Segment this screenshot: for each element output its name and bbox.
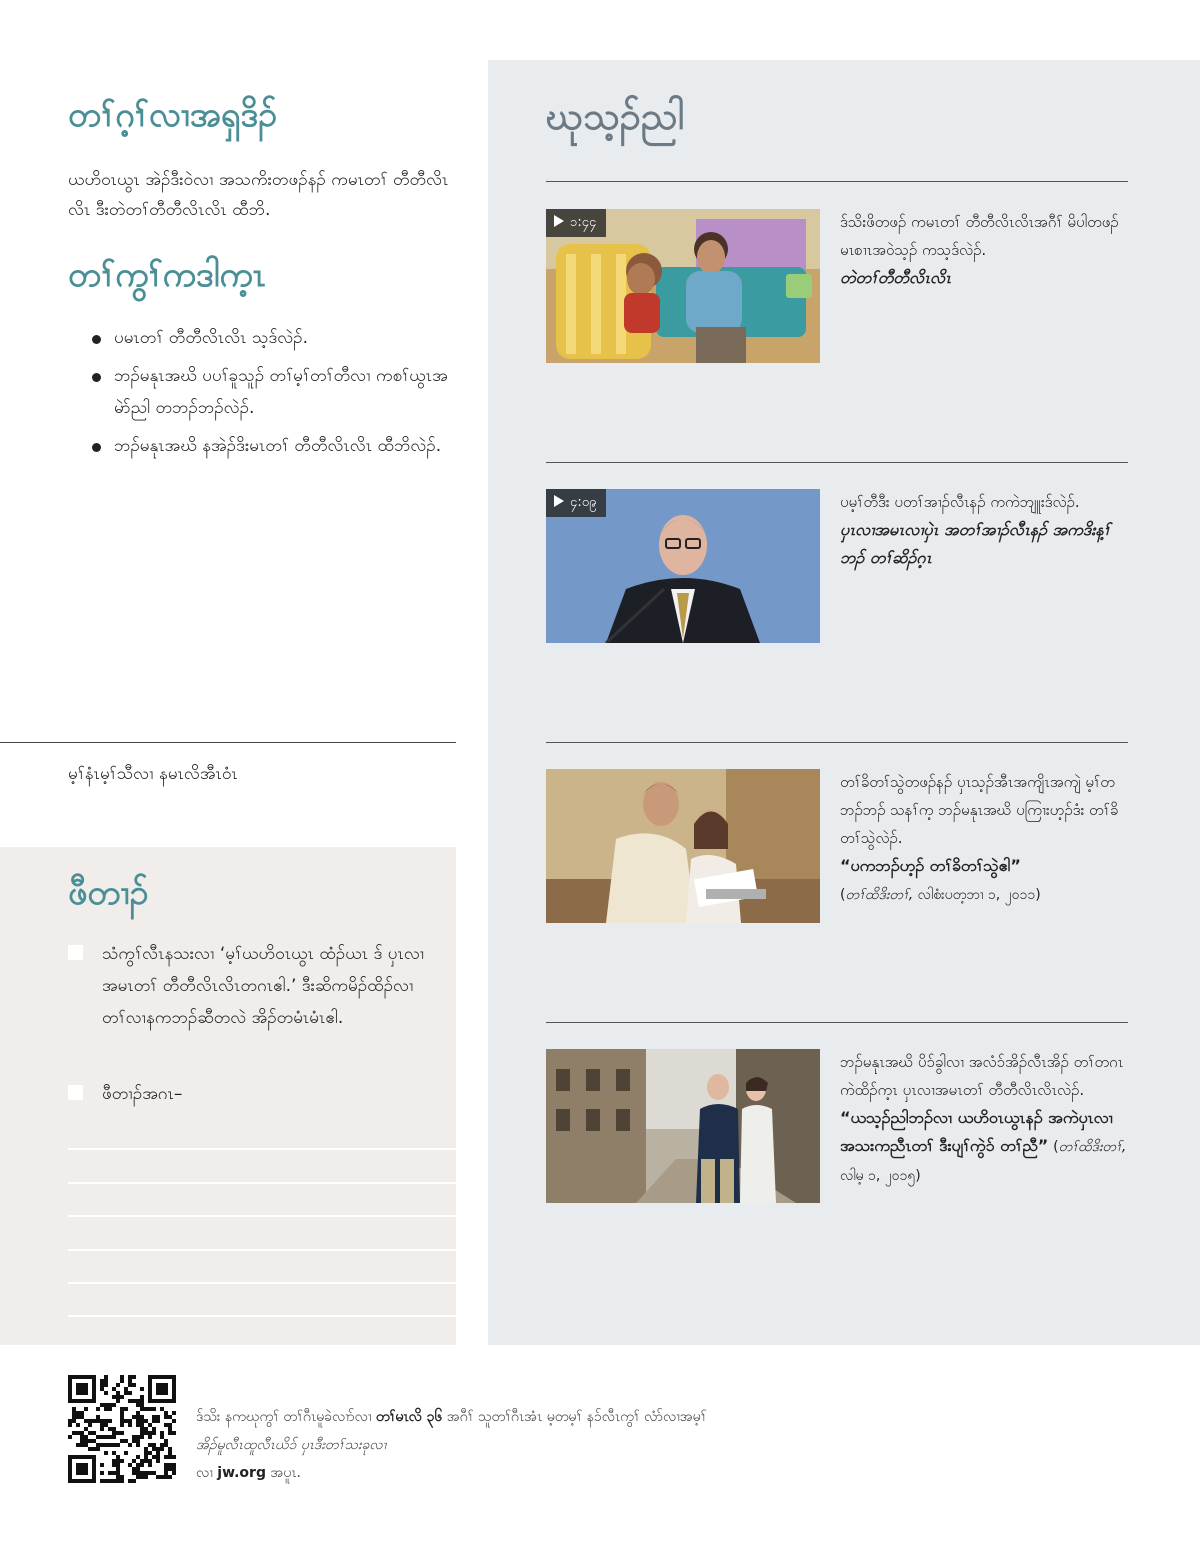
- checkbox[interactable]: [68, 945, 83, 960]
- discuss-heading: တၢ်ကွၢ်ကဒါက့ၤ: [68, 255, 266, 295]
- footer-website-link[interactable]: jw.org: [217, 1465, 266, 1481]
- footer-text: ဒ်သိး နကဃုကွၢ် တၢ်ဂီၤမူခဲလၢာ်လၢ: [196, 1409, 376, 1425]
- learn-more-heading: ဃုသ့ၣ်ညါ: [546, 94, 685, 138]
- footer-book-title: အိၣ်မူလီၤထူလီၤယိၥ် ပှၤဒီးတၢ်သးခုလၢ: [196, 1437, 387, 1453]
- article-description: တၢ်ခိတၢ်သွဲတဖၣ်နၣ် ပှၤသ့ၣ်အီၤအကျိၤအကျဲ မ့ၢ်တဘၣ်ဘၣ် သနၢ်က့ ဘၣ်မနုၤအဃိ ပကြၢးဟ့ၣ်ဒံး တၢ်ခိတၢ်သွဲလဲၣ်.: [840, 773, 1119, 847]
- article-source-date: လါစံးပတ့ဘၢ ၁, ၂၀၁၁): [913, 887, 1041, 903]
- page-title: တၢ်ဂ့ၢ်လၢအရှဒိၣ်: [68, 95, 278, 135]
- video-title[interactable]: ပှၤလၢအမၤလၢပှဲၤ အတၢ်အၢၣ်လီၤနၣ် အကဒိးန့ၢ်ဘၣ် တၢ်ဆိၣ်ဂ့ၤ: [840, 520, 1111, 567]
- video-description: ပမ့ၢ်တီဒီး ပတၢ်အၢၣ်လီၤနၣ် ကကဲဘျူးဒ်လဲၣ်.: [840, 493, 1080, 511]
- article-image-couple-documents[interactable]: [546, 769, 820, 923]
- play-icon: [554, 495, 564, 507]
- intro-text: ယဟိဝၤယွၤ အဲၣ်ဒီးဝဲလၢ အသကိးတဖၣ်နၣ် ကမၤတၢ် တီတီလိၤလိၤ ဒီးတဲတၢ်တီတီလိၤလိၤ ထီဘိ.: [68, 170, 449, 220]
- video-description-block: [840, 208, 1130, 292]
- video-duration-badge: [546, 489, 606, 517]
- article-source-title: တၢ်ထိဒိးတၢ်,: [845, 887, 914, 903]
- article-description-block: [840, 768, 1130, 909]
- writing-line[interactable]: [68, 1182, 456, 1184]
- video-description-block: [840, 488, 1130, 572]
- checkbox-label: ဖီတၢၣ်အဂၤ–: [102, 1084, 183, 1104]
- notes-checkbox-item[interactable]: [68, 1078, 438, 1110]
- article-image: [546, 1049, 820, 1203]
- divider: [546, 742, 1128, 743]
- article-image: [546, 769, 820, 923]
- duration-label: ၄:၀၉: [570, 495, 597, 510]
- writing-line[interactable]: [68, 1249, 456, 1251]
- article-image-couple-walking[interactable]: [546, 1049, 820, 1203]
- article-title[interactable]: “ပကဘၣ်ဟ့ၣ် တၢ်ခိတၢ်သွဲဧါ”: [840, 856, 1021, 875]
- video-duration-badge: [546, 209, 606, 237]
- list-item: ပမၤတၢ် တီတီလိၤလိၤ သ့ဒ်လဲၣ်.: [92, 322, 452, 354]
- checkbox-label: သံကွၢ်လီၤနသးလၢ ‘မ့ၢ်ယဟိဝၤယွၤ ထံၣ်ယၤ ဒ် ပှၤလၢအမၤတၢ် တီတီလိၤလိၤတဂၤဧါ.’ ဒီးဆိကမိၣ်ထိၣ်လၢ တၢ်လၢနကဘၣ်ဆီတလဲ အိၣ်တမံၤမံၤဧါ.: [102, 944, 425, 1028]
- play-icon: [554, 215, 564, 227]
- writing-line[interactable]: [68, 1148, 456, 1150]
- footer-lesson-ref: တၢ်မၤလိ ၃၆: [375, 1409, 443, 1425]
- article-description-block: [840, 1048, 1130, 1190]
- date-label: မ့ၢ်နံၤမ့ၢ်သီလၢ နမၤလိအီၤဝံၤ: [68, 764, 238, 784]
- discuss-list: [92, 322, 452, 468]
- divider: [546, 1022, 1128, 1023]
- video-thumbnail-speaker[interactable]: [546, 489, 820, 643]
- video-title[interactable]: တဲတၢ်တီတီလိၤလိၤ: [840, 268, 951, 287]
- duration-label: ၁:၄၄: [570, 215, 597, 230]
- notes-checkbox-item[interactable]: [68, 938, 438, 1034]
- notes-heading: ဖီတၢၣ်: [68, 873, 149, 913]
- article-source: (တၢ်ထိဒိးတၢ်, လါစံးပတ့ဘၢ ၁, ၂၀၁၁): [840, 887, 1041, 903]
- footer-text: အဂီၢ် သူတၢ်ဂီၤအံၤ မ့တမ့ၢ် နၥ်လီၤကွၢ် လံာ်လၢအမ့ၢ်: [442, 1409, 707, 1425]
- divider: [0, 742, 456, 743]
- divider: [546, 181, 1128, 182]
- video-thumbnail-father-son[interactable]: [546, 209, 820, 363]
- list-item: ဘၣ်မနုၤအဃိ နအဲၣ်ဒိးမၤတၢ် တီတီလိၤလိၤ ထီဘိလဲၣ်.: [92, 430, 452, 462]
- article-source-title: တၢ်ထိဒိးတၢ်,: [1058, 1139, 1127, 1155]
- footer-note: ဒ်သိး နကဃုကွၢ် တၢ်ဂီၤမူခဲလၢာ်လၢ တၢ်မၤလိ ၃၆ အဂီၢ် သူတၢ်ဂီၤအံၤ မ့တမ့ၢ် နၥ်လီၤကွၢ် လံာ်လၢအမ့ၢ် အိၣ်မူလီၤထူလီၤယိၥ် ပှၤဒီးတၢ်သးခုလၢ လၢ jw.org အပူၤ.: [196, 1409, 707, 1481]
- article-title[interactable]: “ယသ့ၣ်ညါဘၣ်လၢ ယဟိဝၤယွၤနၣ် အကဲပှၤလၢ အသးကညီၤတၢ် ဒီးပျၢ်ကွဲၥ် တၢ်ညီ”: [840, 1108, 1113, 1155]
- article-source-date: လါမ့ ၁, ၂၀၁၅): [840, 1168, 921, 1184]
- footer-text: အပူၤ.: [265, 1465, 301, 1481]
- video-description: ဒ်သိးဖိတဖၣ် ကမၤတၢ် တီတီလိၤလိၤအဂီၢ် မိပါတဖၣ် မၤစၢၤအဝဲသ့ၣ် ကသ့ဒ်လဲၣ်.: [840, 213, 1119, 259]
- divider: [546, 462, 1128, 463]
- article-description: ဘၣ်မနုၤအဃိ ပိၥ်ခွါလၢ အလံၥ်အိၣ်လီၤအိၣ် တၢ်တဂၤ ကဲထိၣ်က့ၤ ပှၤလၢအမၤတၢ် တီတီလိၤလိၤလဲၣ်.: [840, 1053, 1124, 1099]
- writing-line[interactable]: [68, 1315, 456, 1317]
- list-item: ဘၣ်မနုၤအဃိ ပပၢ်ခူသူၣ် တၢ်မ့ၢ်တၢ်တီလၢ ကစၢ်ယွၤအမဲာ်ညါ တဘၣ်ဘၣ်လဲၣ်.: [92, 360, 452, 424]
- qr-code-icon[interactable]: [68, 1375, 176, 1483]
- checkbox[interactable]: [68, 1085, 83, 1100]
- writing-line[interactable]: [68, 1215, 456, 1217]
- writing-line[interactable]: [68, 1282, 456, 1284]
- article-title-and-source: “ယသ့ၣ်ညါဘၣ်လၢ ယဟိဝၤယွၤနၣ် အကဲပှၤလၢ အသးကညီၤတၢ် ဒီးပျၢ်ကွဲၥ် တၢ်ညီ” (တၢ်ထိဒိးတၢ်, လါမ့ ၁, ၂၀၁၅): [840, 1108, 1127, 1184]
